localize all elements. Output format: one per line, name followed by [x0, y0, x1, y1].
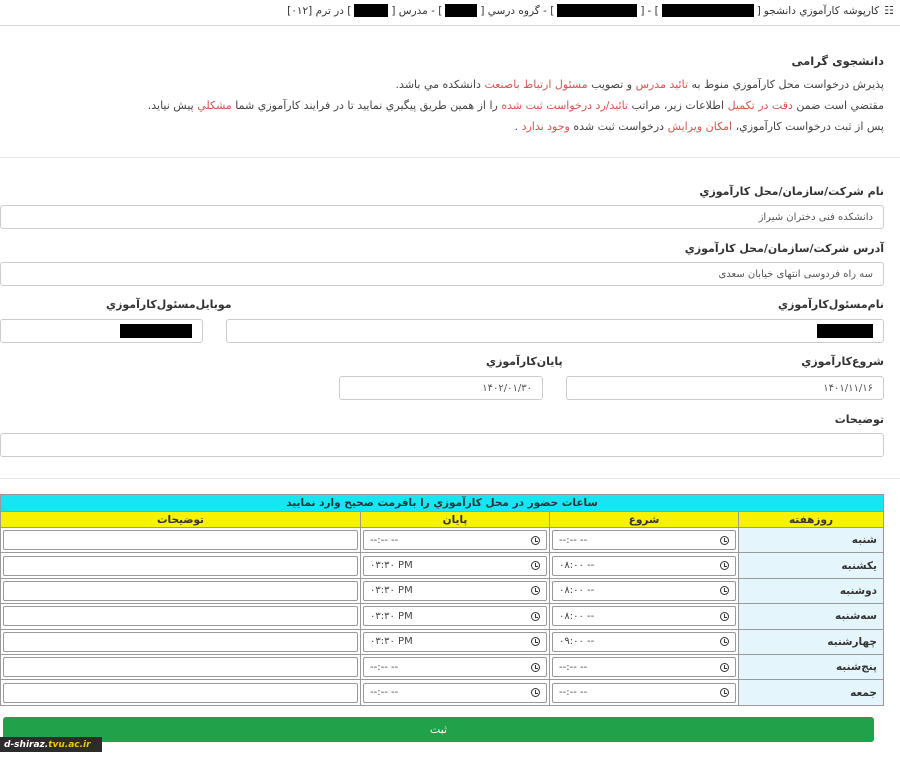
day-cell: شنبه [739, 528, 884, 553]
clock-icon [531, 536, 540, 545]
end-time-value: --:-- -- [370, 534, 399, 546]
notice-greeting: دانشجوی گرامی [791, 54, 884, 68]
divider [0, 478, 900, 479]
end-time-input[interactable] [363, 657, 547, 677]
redacted-supervisor [817, 324, 873, 338]
day-cell: دوشنبه [739, 578, 884, 603]
clock-icon [720, 561, 729, 570]
clock-icon [531, 663, 540, 672]
header-title: کارپوشه کارآموزي دانشجو [763, 4, 880, 17]
start-time-value: ۰۸:۰۰ -- [559, 610, 595, 622]
notice-text: درخواست ثبت شده [569, 120, 668, 133]
watermark-domain: tvu.ac.ir [48, 739, 91, 750]
notice-highlight: مشکلي [197, 99, 232, 112]
table-row [1, 528, 884, 553]
table-header-row [1, 512, 884, 528]
header-breadcrumb [287, 4, 894, 17]
col-header-notes: توضيحات [1, 512, 361, 528]
day-cell: جمعه [739, 680, 884, 705]
clock-icon [531, 612, 540, 621]
end-time-input[interactable] [363, 530, 547, 550]
redacted-student [662, 4, 754, 17]
clock-icon [720, 586, 729, 595]
row-notes-input[interactable] [3, 657, 358, 677]
start-cell [550, 578, 739, 603]
notice-line-3 [24, 120, 884, 133]
supervisor-input[interactable] [226, 319, 884, 343]
end-time-value: ۰۳:۳۰ PM [370, 636, 413, 648]
clock-icon [531, 688, 540, 697]
notice-text: پذيرش درخواست محل کارآموزي منوط به [688, 78, 884, 91]
start-date-input[interactable]: ۱۴۰۱/۱۱/۱۶ [566, 376, 884, 400]
notes-cell [1, 578, 361, 603]
redacted-group [445, 4, 477, 17]
notes-input[interactable] [0, 433, 884, 457]
end-cell [361, 604, 550, 629]
row-notes-input[interactable] [3, 632, 358, 652]
start-time-input[interactable] [552, 606, 736, 626]
notes-cell [1, 528, 361, 553]
table-row [1, 553, 884, 578]
start-cell [550, 629, 739, 654]
end-cell [361, 654, 550, 679]
submit-button[interactable]: ثبت [3, 717, 874, 742]
clock-icon [720, 536, 729, 545]
start-cell [550, 528, 739, 553]
end-date-input[interactable]: ۱۴۰۲/۰۱/۳۰ [339, 376, 543, 400]
notice-text: دانشکده مي باشد. [395, 78, 485, 91]
notice-text: اطلاعات زير، مراتب [628, 99, 728, 112]
redacted-course [557, 4, 637, 17]
clock-icon [531, 561, 540, 570]
table-row [1, 629, 884, 654]
start-cell [550, 680, 739, 705]
end-time-input[interactable] [363, 632, 547, 652]
address-input[interactable]: سه راه فردوسی انتهای خیابان سعدی [0, 262, 884, 286]
start-time-input[interactable] [552, 632, 736, 652]
start-time-value: ۰۸:۰۰ -- [559, 560, 595, 572]
table-row [1, 604, 884, 629]
redacted-teacher [354, 4, 388, 17]
row-notes-input[interactable] [3, 606, 358, 626]
notes-cell [1, 553, 361, 578]
table-row [1, 654, 884, 679]
day-cell: سه‌شنبه [739, 604, 884, 629]
notice-highlight: مسئول ارتباط باصنعت [484, 78, 588, 91]
day-cell: يکشنبه [739, 553, 884, 578]
company-input[interactable]: دانشکده فنی دختران شیراز [0, 205, 884, 229]
end-cell [361, 553, 550, 578]
notice-highlight: امکان ويرايش [667, 120, 733, 133]
end-time-value: --:-- -- [370, 661, 399, 673]
end-time-value: ۰۳:۳۰ PM [370, 585, 413, 597]
end-time-input[interactable] [363, 581, 547, 601]
notes-cell [1, 654, 361, 679]
start-time-input[interactable] [552, 657, 736, 677]
day-cell: پنج‌شنبه [739, 654, 884, 679]
start-label: شروع‌کارآموزي [801, 355, 884, 368]
end-time-input[interactable] [363, 556, 547, 576]
notice-text: و تصويب [587, 78, 636, 91]
end-time-input[interactable] [363, 606, 547, 626]
start-time-input[interactable] [552, 683, 736, 703]
start-time-input[interactable] [552, 530, 736, 550]
clock-icon [531, 586, 540, 595]
notice-text: مقتضي است ضمن [792, 99, 884, 112]
row-notes-input[interactable] [3, 530, 358, 550]
notice-line-1 [24, 78, 884, 91]
row-notes-input[interactable] [3, 556, 358, 576]
start-time-value: ۰۹:۰۰ -- [559, 636, 595, 648]
clock-icon [720, 637, 729, 646]
notice-text: را از همين طريق پيگيري نماييد تا در فرايند کارآموزي شما [231, 99, 502, 112]
address-label: آدرس شرکت/سازمان/محل کارآموزي [684, 242, 884, 255]
supervisor-label: نام‌مسئول‌کارآموزي [777, 298, 884, 311]
end-cell [361, 578, 550, 603]
end-cell [361, 629, 550, 654]
header-sep-3: [ [640, 4, 645, 17]
start-cell [550, 604, 739, 629]
col-header-day: روزهفته [739, 512, 884, 528]
col-header-start: شروع [550, 512, 739, 528]
end-cell [361, 680, 550, 705]
table-title: ساعات حضور در محل کارآموزي را بافرمت صحيح وارد نماييد [1, 495, 884, 512]
start-time-value: --:-- -- [559, 534, 588, 546]
col-header-end: پايان [361, 512, 550, 528]
notice-box [24, 54, 884, 141]
start-time-value: --:-- -- [559, 687, 588, 699]
mobile-label: موبايل‌مسئول‌کارآموزي [106, 298, 232, 311]
header-group: ] - گروه درسي [ [480, 4, 555, 17]
clock-icon [720, 688, 729, 697]
end-cell [361, 528, 550, 553]
table-title-row [1, 495, 884, 512]
page-header [0, 0, 900, 26]
redacted-mobile [120, 324, 192, 338]
start-time-input[interactable] [552, 556, 736, 576]
notice-text: پيش نيايد. [147, 99, 198, 112]
header-teacher: ] - مدرس [ [391, 4, 443, 17]
clock-icon [531, 637, 540, 646]
start-cell [550, 654, 739, 679]
start-time-value: --:-- -- [559, 661, 588, 673]
start-time-input[interactable] [552, 581, 736, 601]
table-row [1, 578, 884, 603]
end-label: پايان‌کارآموزي [486, 355, 563, 368]
notice-highlight: وجود ندارد [521, 120, 570, 133]
start-time-value: ۰۸:۰۰ -- [559, 585, 595, 597]
watermark-prefix: d-shiraz. [4, 739, 49, 750]
schedule-table [0, 494, 884, 706]
notes-label: توضیحات [834, 413, 884, 426]
mobile-input[interactable] [0, 319, 203, 343]
row-notes-input[interactable] [3, 683, 358, 703]
end-time-value: ۰۳:۳۰ PM [370, 610, 413, 622]
notice-highlight: تائيد مدرس [635, 78, 689, 91]
clock-icon [720, 612, 729, 621]
notice-line-2 [24, 99, 884, 112]
start-cell [550, 553, 739, 578]
day-cell: چهارشنبه [739, 629, 884, 654]
end-time-value: ۰۳:۳۰ PM [370, 560, 413, 572]
end-time-value: --:-- -- [370, 687, 399, 699]
header-sep-1: [ [756, 4, 761, 17]
notice-highlight: دقت در تکميل [727, 99, 793, 112]
notice-text: پس از ثبت درخواست کارآموزي، [732, 120, 884, 133]
notice-text: . [514, 120, 522, 133]
divider [0, 157, 900, 158]
notes-cell [1, 629, 361, 654]
clock-icon [720, 663, 729, 672]
header-sep-2: ] - [647, 4, 659, 17]
row-notes-input[interactable] [3, 581, 358, 601]
notice-highlight: تائيد/رد درخواست ثبت شده [501, 99, 629, 112]
list-icon: ☷ [884, 4, 894, 17]
site-watermark [0, 737, 102, 752]
header-term: ] در ترم [۰۱۲] [287, 4, 352, 17]
company-label: نام شرکت/سازمان/محل کارآموزي [699, 185, 884, 198]
end-time-input[interactable] [363, 683, 547, 703]
notes-cell [1, 680, 361, 705]
table-row [1, 680, 884, 705]
notes-cell [1, 604, 361, 629]
